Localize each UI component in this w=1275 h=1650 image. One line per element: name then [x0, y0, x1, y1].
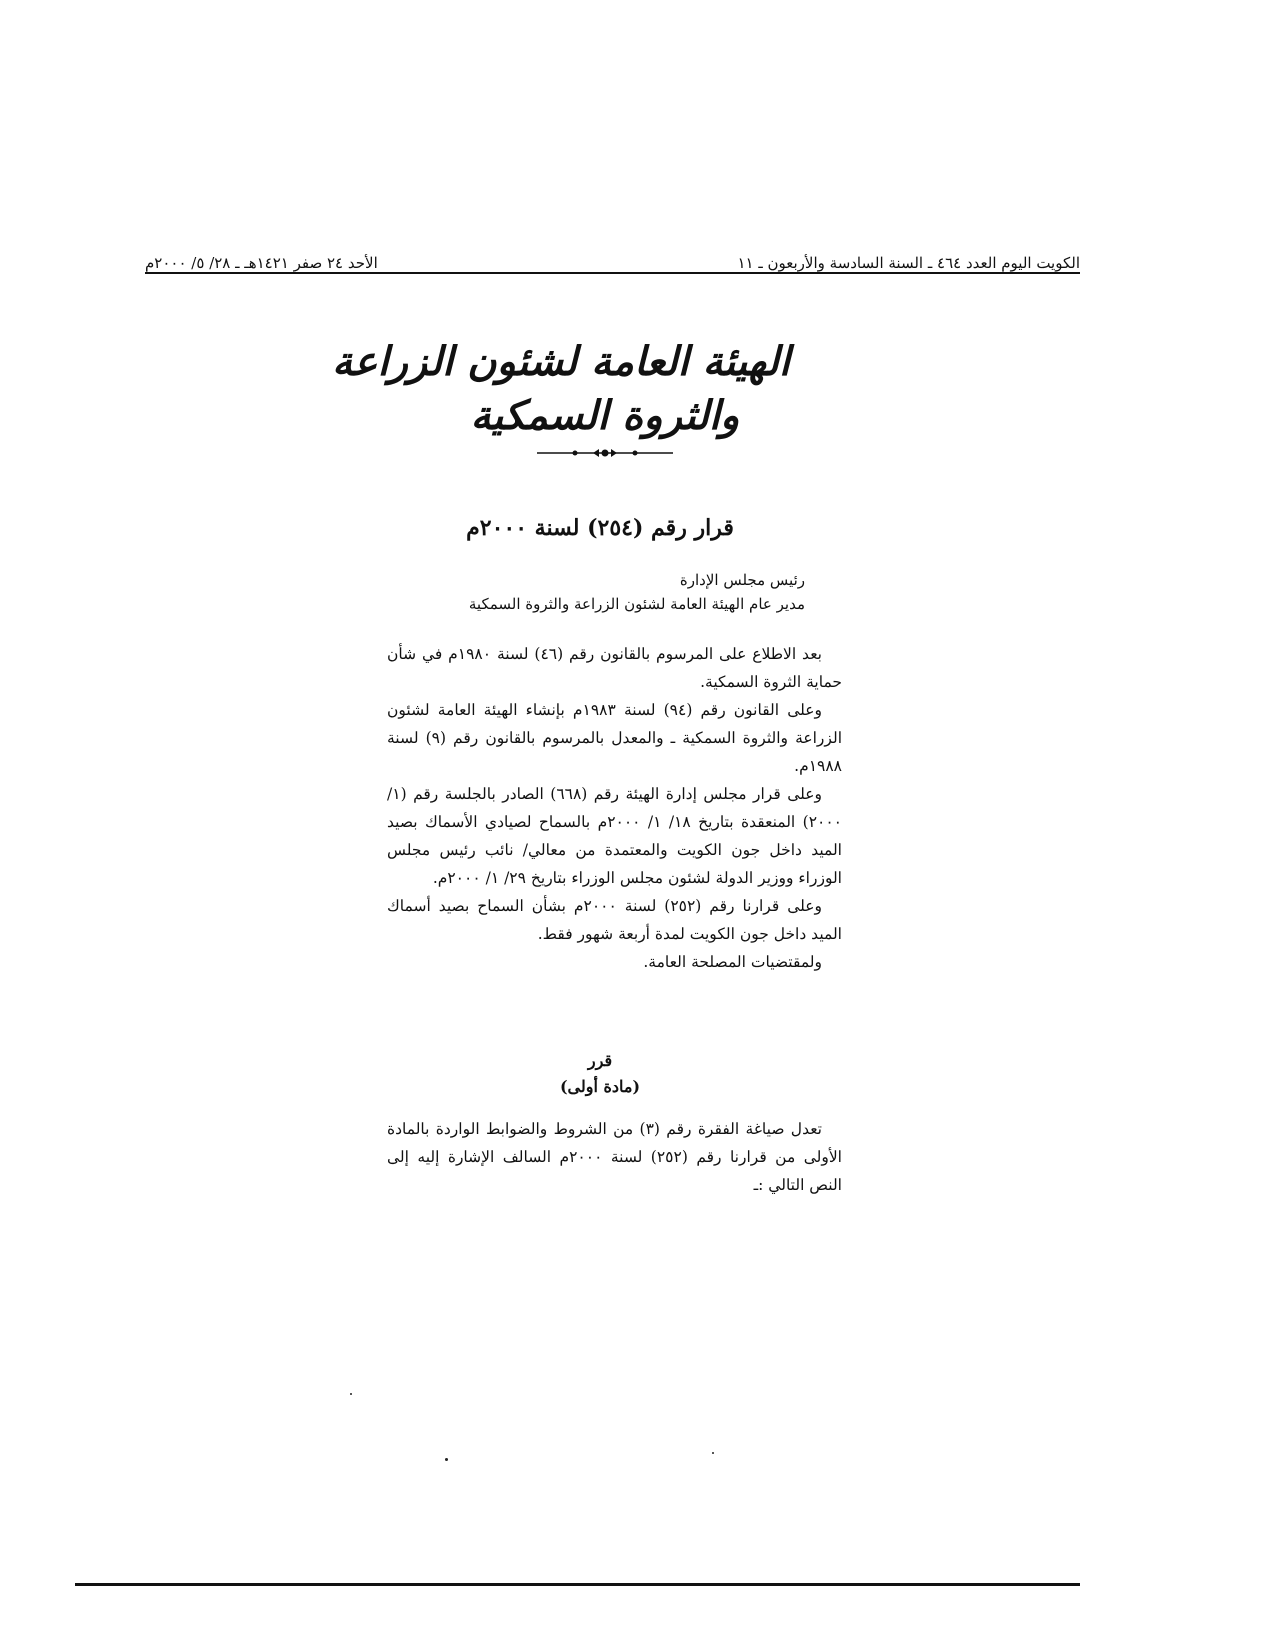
scan-speck [445, 1458, 448, 1461]
signatory-position: مدير عام الهيئة العامة لشئون الزراعة والثروة السمكية [468, 595, 805, 613]
calligraphy-line-2: والثروة السمكية [470, 392, 740, 439]
resolution-heading: قرر [587, 1051, 613, 1070]
article-body [387, 1115, 842, 1199]
ornament-divider-icon [535, 447, 675, 459]
article-paragraph: تعدل صياغة الفقرة رقم (٣) من الشروط والضوابط الواردة بالمادة الأولى من قرارنا رقم (٢٥٢) لسنة ٢٠٠٠م السالف الإشارة إليه إلى النص التالي :ـ [387, 1120, 842, 1194]
footer-rule [75, 1583, 1080, 1586]
preamble-paragraph: وعلى قرار مجلس إدارة الهيئة رقم (٦٦٨) الصادر بالجلسة رقم (١/ ٢٠٠٠) المنعقدة بتاريخ ١٨/ ١/ ٢٠٠٠م بالسماح لصيادي الأسماك بصيد الميد داخل جون الكويت والمعتمدة من معالي/ نائب رئيس مجلس الوزراء ووزير الدولة لشئون مجلس الوزراء بتاريخ ٢٩/ ١/ ٢٠٠٠م. [387, 785, 842, 887]
preamble-paragraph: بعد الاطلاع على المرسوم بالقانون رقم (٤٦) لسنة ١٩٨٠م في شأن حماية الثروة السمكية. [387, 645, 842, 691]
preamble-paragraph: وعلى قرارنا رقم (٢٥٢) لسنة ٢٠٠٠م بشأن السماح بصيد أسماك الميد داخل جون الكويت لمدة أربعة شهور فقط. [387, 897, 842, 943]
signatory-block [405, 568, 805, 616]
decision-title: قرار رقم (٢٥٤) لسنة ٢٠٠٠م [466, 515, 734, 541]
header-rule [145, 272, 1080, 274]
preamble-paragraph: وعلى القانون رقم (٩٤) لسنة ١٩٨٣م بإنشاء الهيئة العامة لشئون الزراعة والثروة السمكية ـ والمعدل بالمرسوم بالقانون رقم (٩) لسنة ١٩٨٨م. [387, 701, 843, 775]
calligraphy-line-1: الهيئة العامة لشئون الزراعة [332, 338, 790, 385]
authority-calligraphy-title [332, 335, 790, 485]
gazette-header [145, 244, 1080, 272]
scan-speck [712, 1452, 714, 1454]
preamble-paragraph: ولمقتضيات المصلحة العامة. [643, 953, 822, 971]
signatory-title: رئيس مجلس الإدارة [679, 571, 805, 589]
scan-speck [350, 1393, 352, 1395]
article-title: (مادة أولى) [559, 1077, 641, 1096]
header-issue-info: الكويت اليوم العدد ٤٦٤ ـ السنة السادسة والأربعون ـ ١١ [737, 254, 1080, 272]
header-date: الأحد ٢٤ صفر ١٤٢١هـ ـ ٢٨/ ٥/ ٢٠٠٠م [145, 254, 378, 272]
preamble-section [387, 640, 842, 976]
resolution-heading-block [500, 1048, 700, 1100]
